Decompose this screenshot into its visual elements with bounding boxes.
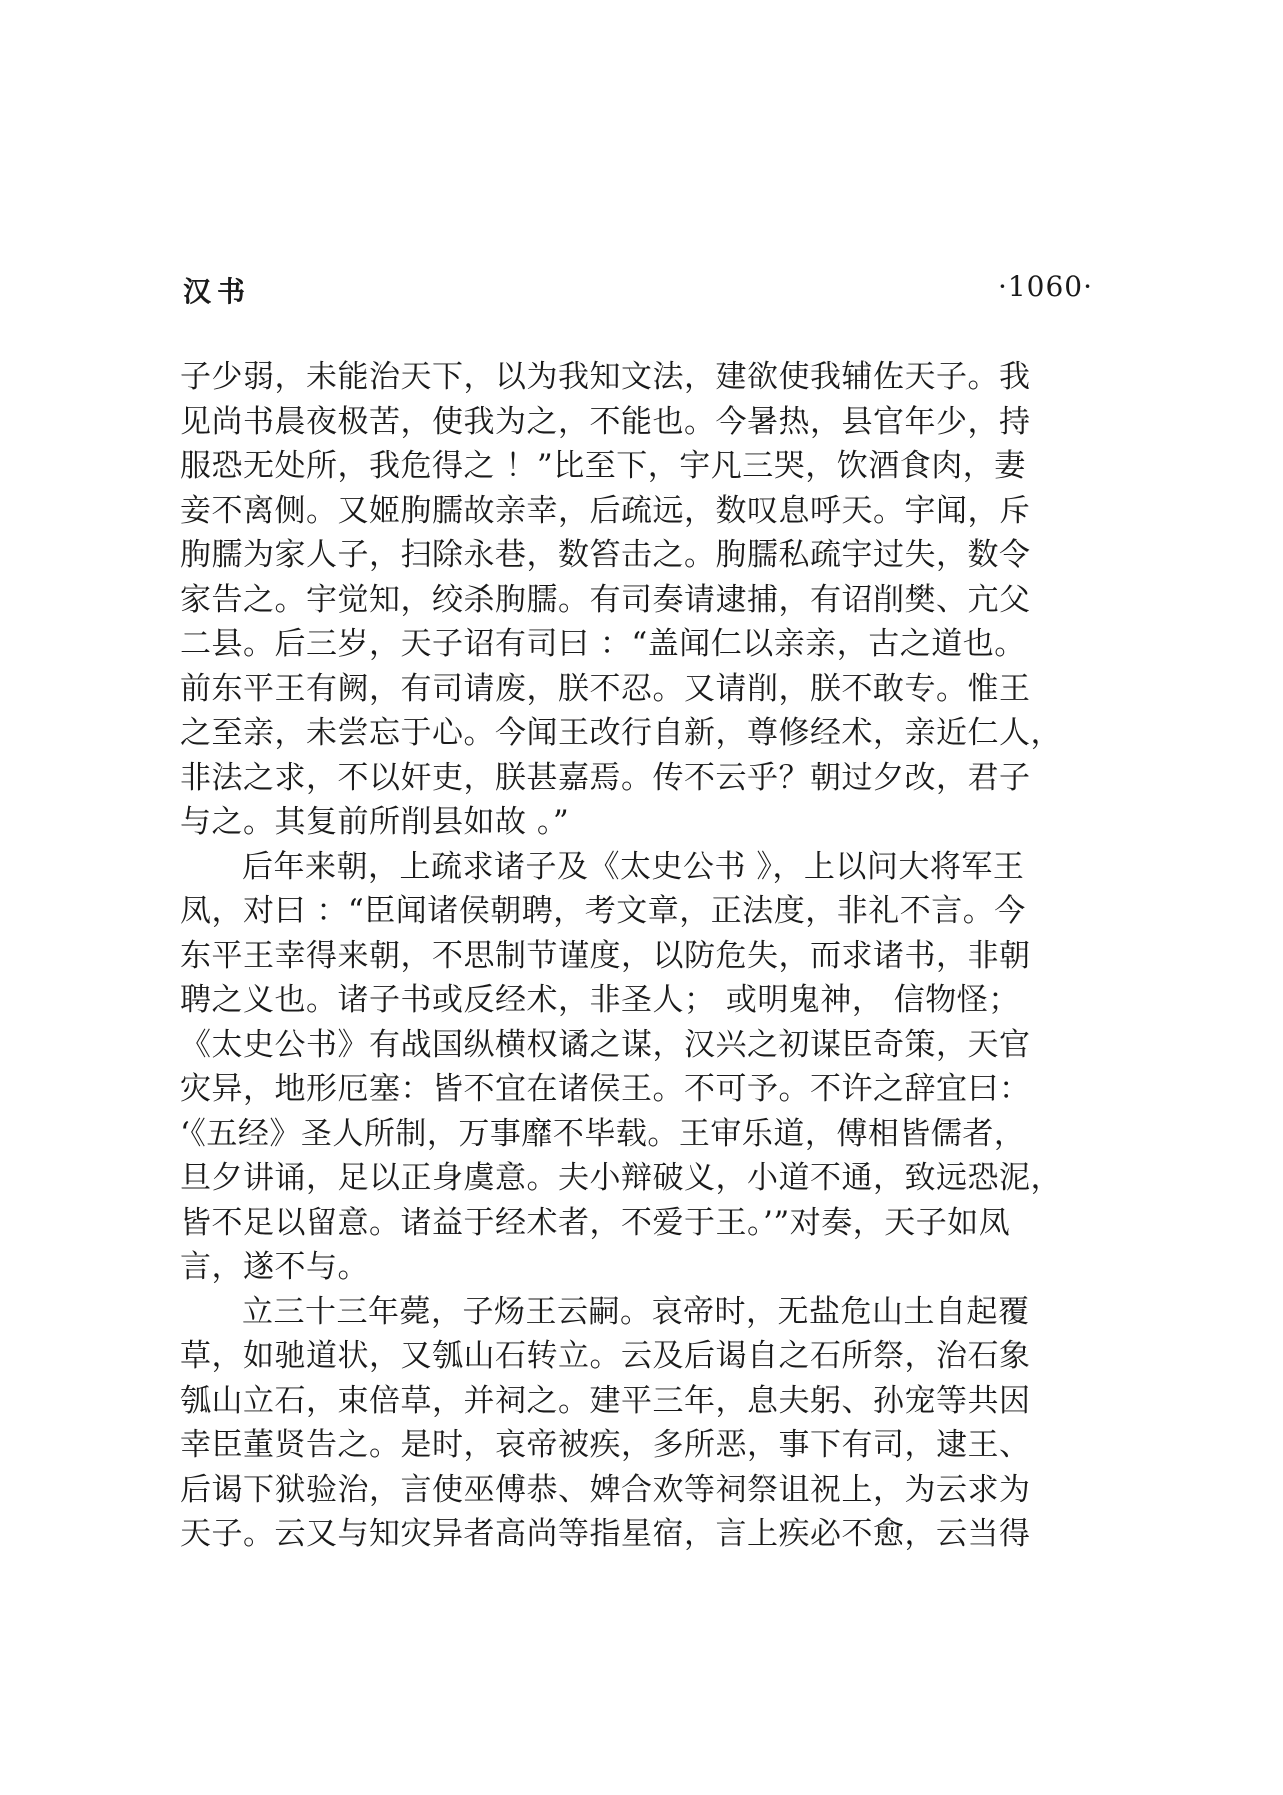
text-line: 《太史公书》有战国纵横权谲之谋，汉兴之初谋臣奇策，天官 <box>180 1026 1031 1063</box>
page-number: ·1060· <box>997 270 1093 303</box>
text-line: 子少弱，未能治天下，以为我知文法，建欲使我辅佐天子。我 <box>180 359 1031 395</box>
text-line: 聘之义也。诸子书或反经术，非圣人； 或明鬼神， 信物怪； <box>180 982 1020 1018</box>
text-line: 后年来朝，上疏求诸子及《太史公书 》，上以问大将军王 <box>242 848 1025 885</box>
text-line: 与之。其复前所削县如故 。” <box>180 804 570 840</box>
text-line: 前东平王有阙，有司请废，朕不忍。又请削，朕不敢专。惟王 <box>180 670 1031 707</box>
text-line: 瓠山立石，束倍草，并祠之。建平三年，息夫躬、孙宠等共因 <box>180 1382 1031 1419</box>
text-line: 草，如驰道状，又瓠山石转立。云及后谒自之石所祭，治石象 <box>180 1338 1031 1374</box>
text-line: 见尚书晨夜极苦，使我为之，不能也。今暑热，县官年少，持 <box>180 403 1031 440</box>
running-head <box>183 270 1093 314</box>
text-line: 妾不离侧。又姬朐臑故亲幸，后疏远，数叹息呼天。宇闻，斥 <box>180 492 1031 529</box>
text-line: 凤，对曰 ：“臣闻诸侯朝聘，考文章，正法度，非礼不言。今 <box>180 893 1026 929</box>
text-line: 后谒下狱验治，言使巫傅恭、婢合欢等祠祭诅祝上，为云求为 <box>180 1471 1031 1508</box>
book-title: 汉书 <box>183 275 252 308</box>
text-line: ‘《五经》圣人所制，万事靡不毕载。王审乐道，傅相皆儒者， <box>180 1115 1026 1152</box>
text-line: 服恐无处所，我危得之 ！”比至下，宇凡三哭，饮酒食肉，妻 <box>180 448 1026 484</box>
text-line: 天子。云又与知灾异者高尚等指星宿，言上疾必不愈，云当得 <box>180 1516 1031 1552</box>
text-line: 东平王幸得来朝，不思制节谨度，以防危失，而求诸书，非朝 <box>180 937 1031 974</box>
text-line: 家告之。宇觉知，绞杀朐臑。有司奏请逮捕，有诏削樊、亢父 <box>180 581 1031 618</box>
text-line: 立三十三年薨，子炀王云嗣。哀帝时，无盐危山土自起覆 <box>242 1293 1030 1330</box>
text-line: 皆不足以留意。诸益于经术者，不爱于王。’”对奏，天子如凤 <box>180 1204 1011 1241</box>
text-line: 之至亲，未尝忘于心。今闻王改行自新，尊修经术，亲近仁人， <box>180 715 1062 751</box>
text-line: 幸臣董贤告之。是时，哀帝被疾，多所恶，事下有司，逮王、 <box>180 1427 1031 1463</box>
text-line: 朐臑为家人子，扫除永巷，数笞击之。朐臑私疏宇过失，数令 <box>180 537 1031 573</box>
body-text <box>180 355 1095 1557</box>
text-line: 二县。后三岁，天子诏有司曰 ：“盖闻仁以亲亲，古之道也。 <box>180 626 1026 662</box>
text-line: 旦夕讲诵，足以正身虞意。夫小辩破义，小道不通，致远恐泥， <box>180 1160 1062 1196</box>
text-line: 灾异，地形厄塞：皆不宜在诸侯王。不可予。不许之辞宜曰： <box>180 1071 1031 1107</box>
text-line: 言，遂不与。 <box>180 1249 369 1285</box>
text-line: 非法之求，不以奸吏，朕甚嘉焉。传不云乎？朝过夕改，君子 <box>180 759 1031 796</box>
